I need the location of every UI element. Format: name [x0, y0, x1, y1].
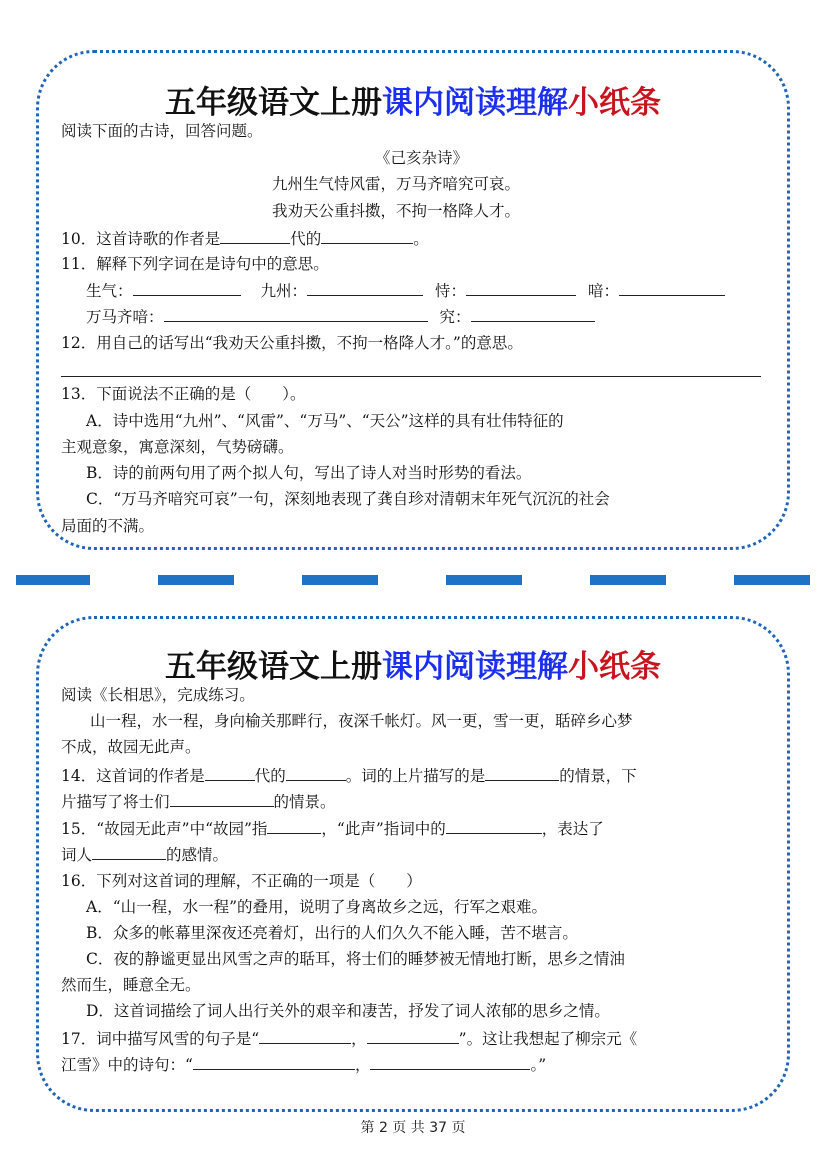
answer-blank[interactable]: [367, 1028, 459, 1044]
answer-blank[interactable]: [92, 844, 166, 860]
question-17: 17．词中描写风雪的句子是“ ， ”。这让我想起了柳宗元《: [61, 1030, 638, 1048]
answer-blank[interactable]: [259, 1028, 351, 1044]
answer-blank[interactable]: [466, 280, 576, 296]
cut-line-dash: [158, 575, 234, 585]
answer-blank[interactable]: [133, 280, 241, 296]
instruction: 阅读《长相思》，完成练习。: [61, 686, 255, 704]
question-10: 10．这首诗歌的作者是 代的 。: [61, 230, 429, 248]
answer-blank[interactable]: [170, 791, 274, 807]
answer-blank[interactable]: [471, 306, 595, 322]
poem-title: 《己亥杂诗》: [375, 149, 469, 167]
cut-line-dash: [734, 575, 810, 585]
option-c: C．“万马齐喑究可哀”一句，深刻地表现了龚自珍对清朝末年死气沉沉的社会: [86, 490, 610, 508]
page-number: 第 2 页 共 37 页: [360, 1120, 466, 1136]
question-15: 15．“故园无此声”中“故园”指 ，“此声”指词中的 ，表达了: [61, 820, 604, 838]
cut-line-dash: [446, 575, 522, 585]
option-b: B．诗的前两句用了两个拟人句，写出了诗人对当时形势的看法。: [86, 464, 532, 482]
poem-text: 山一程，水一程，身向榆关那畔行，夜深千帐灯。风一更，雪一更，聒碎乡心梦: [90, 712, 633, 730]
instruction: 阅读下面的古诗，回答问题。: [61, 122, 263, 140]
answer-blank[interactable]: [164, 306, 428, 322]
term-row: 万马齐喑： 究：: [86, 306, 595, 327]
term-row: 生气： 九州： 恃： 喑：: [86, 280, 725, 301]
cut-line-dash: [302, 575, 378, 585]
option-d: D．这首词描绘了词人出行关外的艰辛和凄苦，抒发了词人浓郁的思乡之情。: [86, 1002, 610, 1020]
question-11: 11．解释下列字词在是诗句中的意思。: [61, 255, 329, 273]
poem-line: 九州生气恃风雷，万马齐喑究可哀。: [272, 175, 521, 193]
answer-blank[interactable]: [619, 280, 725, 296]
cut-line-dash: [16, 575, 90, 585]
question-16: 16．下列对这首词的理解，不正确的一项是（ ）: [61, 872, 422, 890]
answer-blank[interactable]: [307, 280, 423, 296]
answer-blank[interactable]: [205, 765, 255, 781]
cut-line-dash: [590, 575, 666, 585]
answer-blank[interactable]: [267, 818, 321, 834]
poem-text-cont: 不成，故园无此声。: [61, 738, 201, 756]
answer-blank[interactable]: [286, 765, 346, 781]
poem-line: 我劝天公重抖擞，不拘一格降人才。: [272, 202, 521, 220]
option-a-cont: 主观意象，寓意深刻，气势磅礴。: [61, 438, 294, 456]
answer-blank[interactable]: [446, 818, 542, 834]
question-14-cont: 片描写了将士们 的情景。: [61, 793, 336, 811]
option-b: B．众多的帐幕里深夜还亮着灯，出行的人们久久不能入睡，苦不堪言。: [86, 924, 578, 942]
answer-blank[interactable]: [193, 1054, 355, 1070]
question-12: 12．用自己的话写出“我劝天公重抖擞，不拘一格降人才。”的意思。: [61, 334, 523, 352]
question-14: 14．这首词的作者是 代的 。词的上片描写的是 的情景，下: [61, 767, 637, 785]
question-13: 13．下面说法不正确的是（ ）。: [61, 385, 306, 403]
answer-blank[interactable]: [485, 765, 559, 781]
answer-blank[interactable]: [220, 228, 290, 244]
answer-blank[interactable]: [370, 1054, 530, 1070]
option-a: A．诗中选用“九州”、“风雷”、“万马”、“天公”这样的具有壮伟特征的: [86, 412, 564, 430]
question-17-cont: 江雪》中的诗句：“ ， 。”: [61, 1056, 547, 1074]
option-c: C．夜的静谧更显出风雪之声的聒耳，将士们的睡梦被无情地打断，思乡之情油: [86, 950, 625, 968]
card-title: 五年级语文上册课内阅读理解小纸条: [165, 85, 661, 121]
answer-blank[interactable]: [321, 228, 413, 244]
option-c-cont: 然而生，睡意全无。: [61, 976, 201, 994]
option-c-cont: 局面的不满。: [61, 517, 155, 535]
answer-line[interactable]: [61, 376, 761, 377]
option-a: A．“山一程，水一程”的叠用，说明了身离故乡之远，行军之艰难。: [86, 898, 548, 916]
question-15-cont: 词人 的感情。: [61, 846, 229, 864]
card-title: 五年级语文上册课内阅读理解小纸条: [165, 649, 661, 685]
